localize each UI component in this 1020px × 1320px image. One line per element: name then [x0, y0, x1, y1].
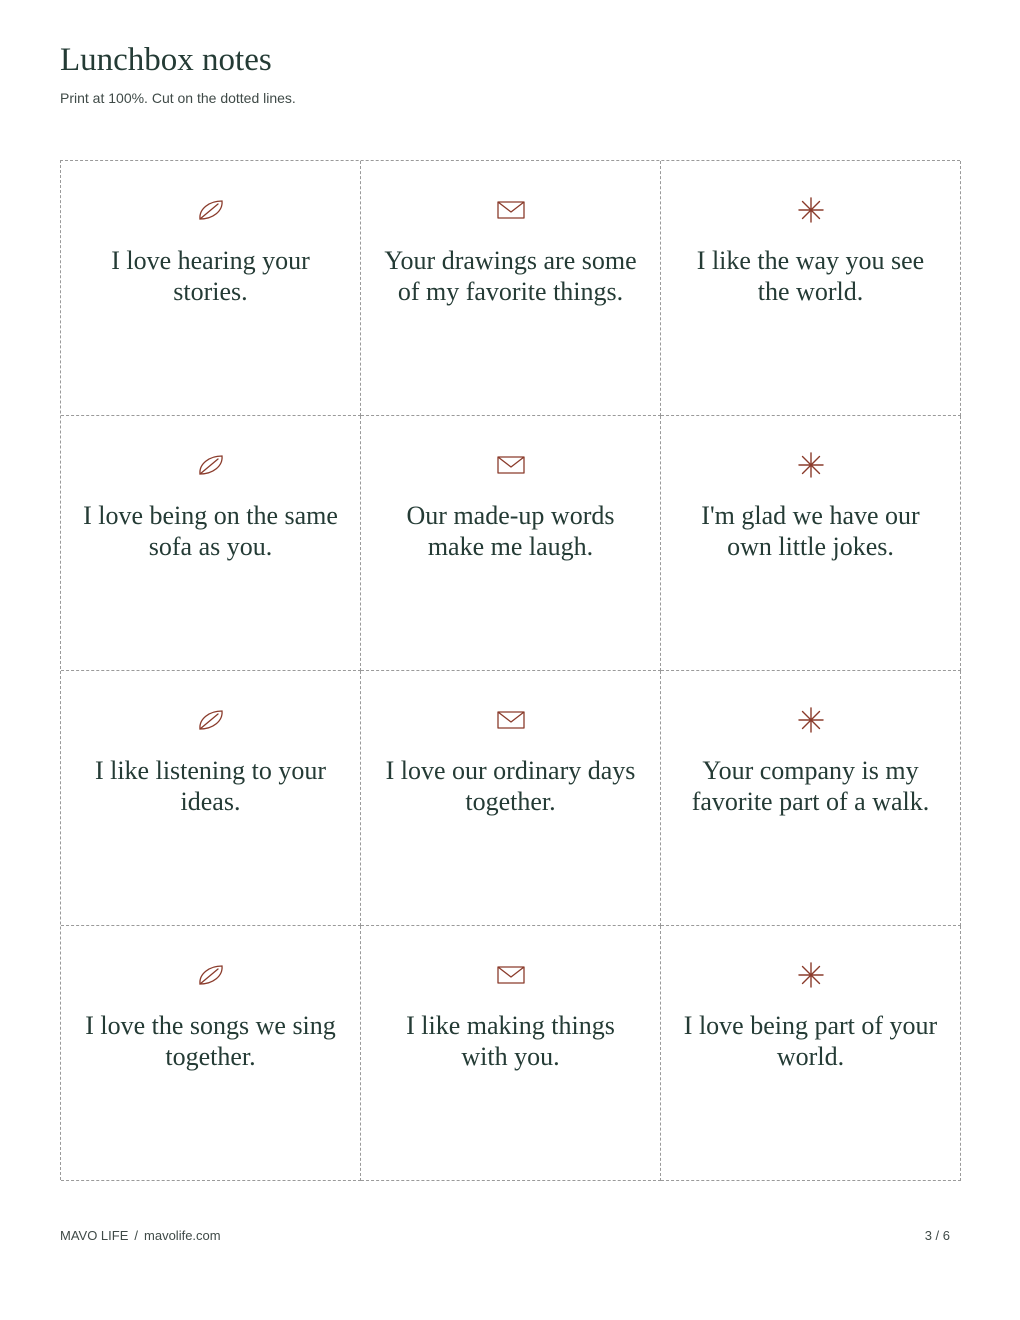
note-message: I love our ordinary days together. — [385, 756, 636, 816]
note-card — [361, 416, 661, 671]
note-card — [661, 161, 961, 416]
note-message: I like the way you see the world. — [696, 246, 925, 306]
footer-separator: / — [134, 1228, 139, 1243]
envelope-icon — [496, 197, 526, 223]
print-instructions: Print at 100%. Cut on the dotted lines. — [60, 90, 296, 106]
leaf-icon — [196, 452, 226, 478]
note-message: I'm glad we have our own little jokes. — [701, 501, 920, 561]
note-card — [661, 416, 961, 671]
envelope-icon — [496, 452, 526, 478]
note-card — [361, 161, 661, 416]
asterisk-icon — [796, 452, 826, 478]
leaf-icon — [196, 197, 226, 223]
note-card — [361, 671, 661, 926]
notes-cut-sheet — [60, 160, 960, 1180]
note-message: I like making things with you. — [406, 1011, 615, 1071]
asterisk-icon — [796, 962, 826, 988]
envelope-icon — [496, 962, 526, 988]
note-message: Your drawings are some of my favorite things. — [384, 246, 637, 306]
note-card — [361, 926, 661, 1181]
note-card — [61, 926, 361, 1181]
note-card — [661, 671, 961, 926]
page-number: 3 / 6 — [924, 1228, 950, 1243]
asterisk-icon — [796, 707, 826, 733]
note-card — [61, 416, 361, 671]
note-message: I love hearing your stories. — [111, 246, 310, 306]
note-card — [661, 926, 961, 1181]
note-message: Our made-up words make me laugh. — [406, 501, 615, 561]
note-message: I like listening to your ideas. — [94, 756, 327, 816]
leaf-icon — [196, 707, 226, 733]
footer-site: mavolife.com — [144, 1228, 221, 1243]
asterisk-icon — [796, 197, 826, 223]
note-message: I love being on the same sofa as you. — [83, 501, 338, 561]
page-title: Lunchbox notes — [60, 42, 272, 78]
note-card — [61, 161, 361, 416]
footer-credit — [60, 1228, 221, 1244]
footer-brand: MAVO LIFE — [60, 1228, 129, 1243]
leaf-icon — [196, 962, 226, 988]
envelope-icon — [496, 707, 526, 733]
note-card — [61, 671, 361, 926]
note-message: I love the songs we sing together. — [85, 1011, 336, 1071]
note-message: I love being part of your world. — [683, 1011, 938, 1071]
note-message: Your company is my favorite part of a walk. — [691, 756, 930, 816]
